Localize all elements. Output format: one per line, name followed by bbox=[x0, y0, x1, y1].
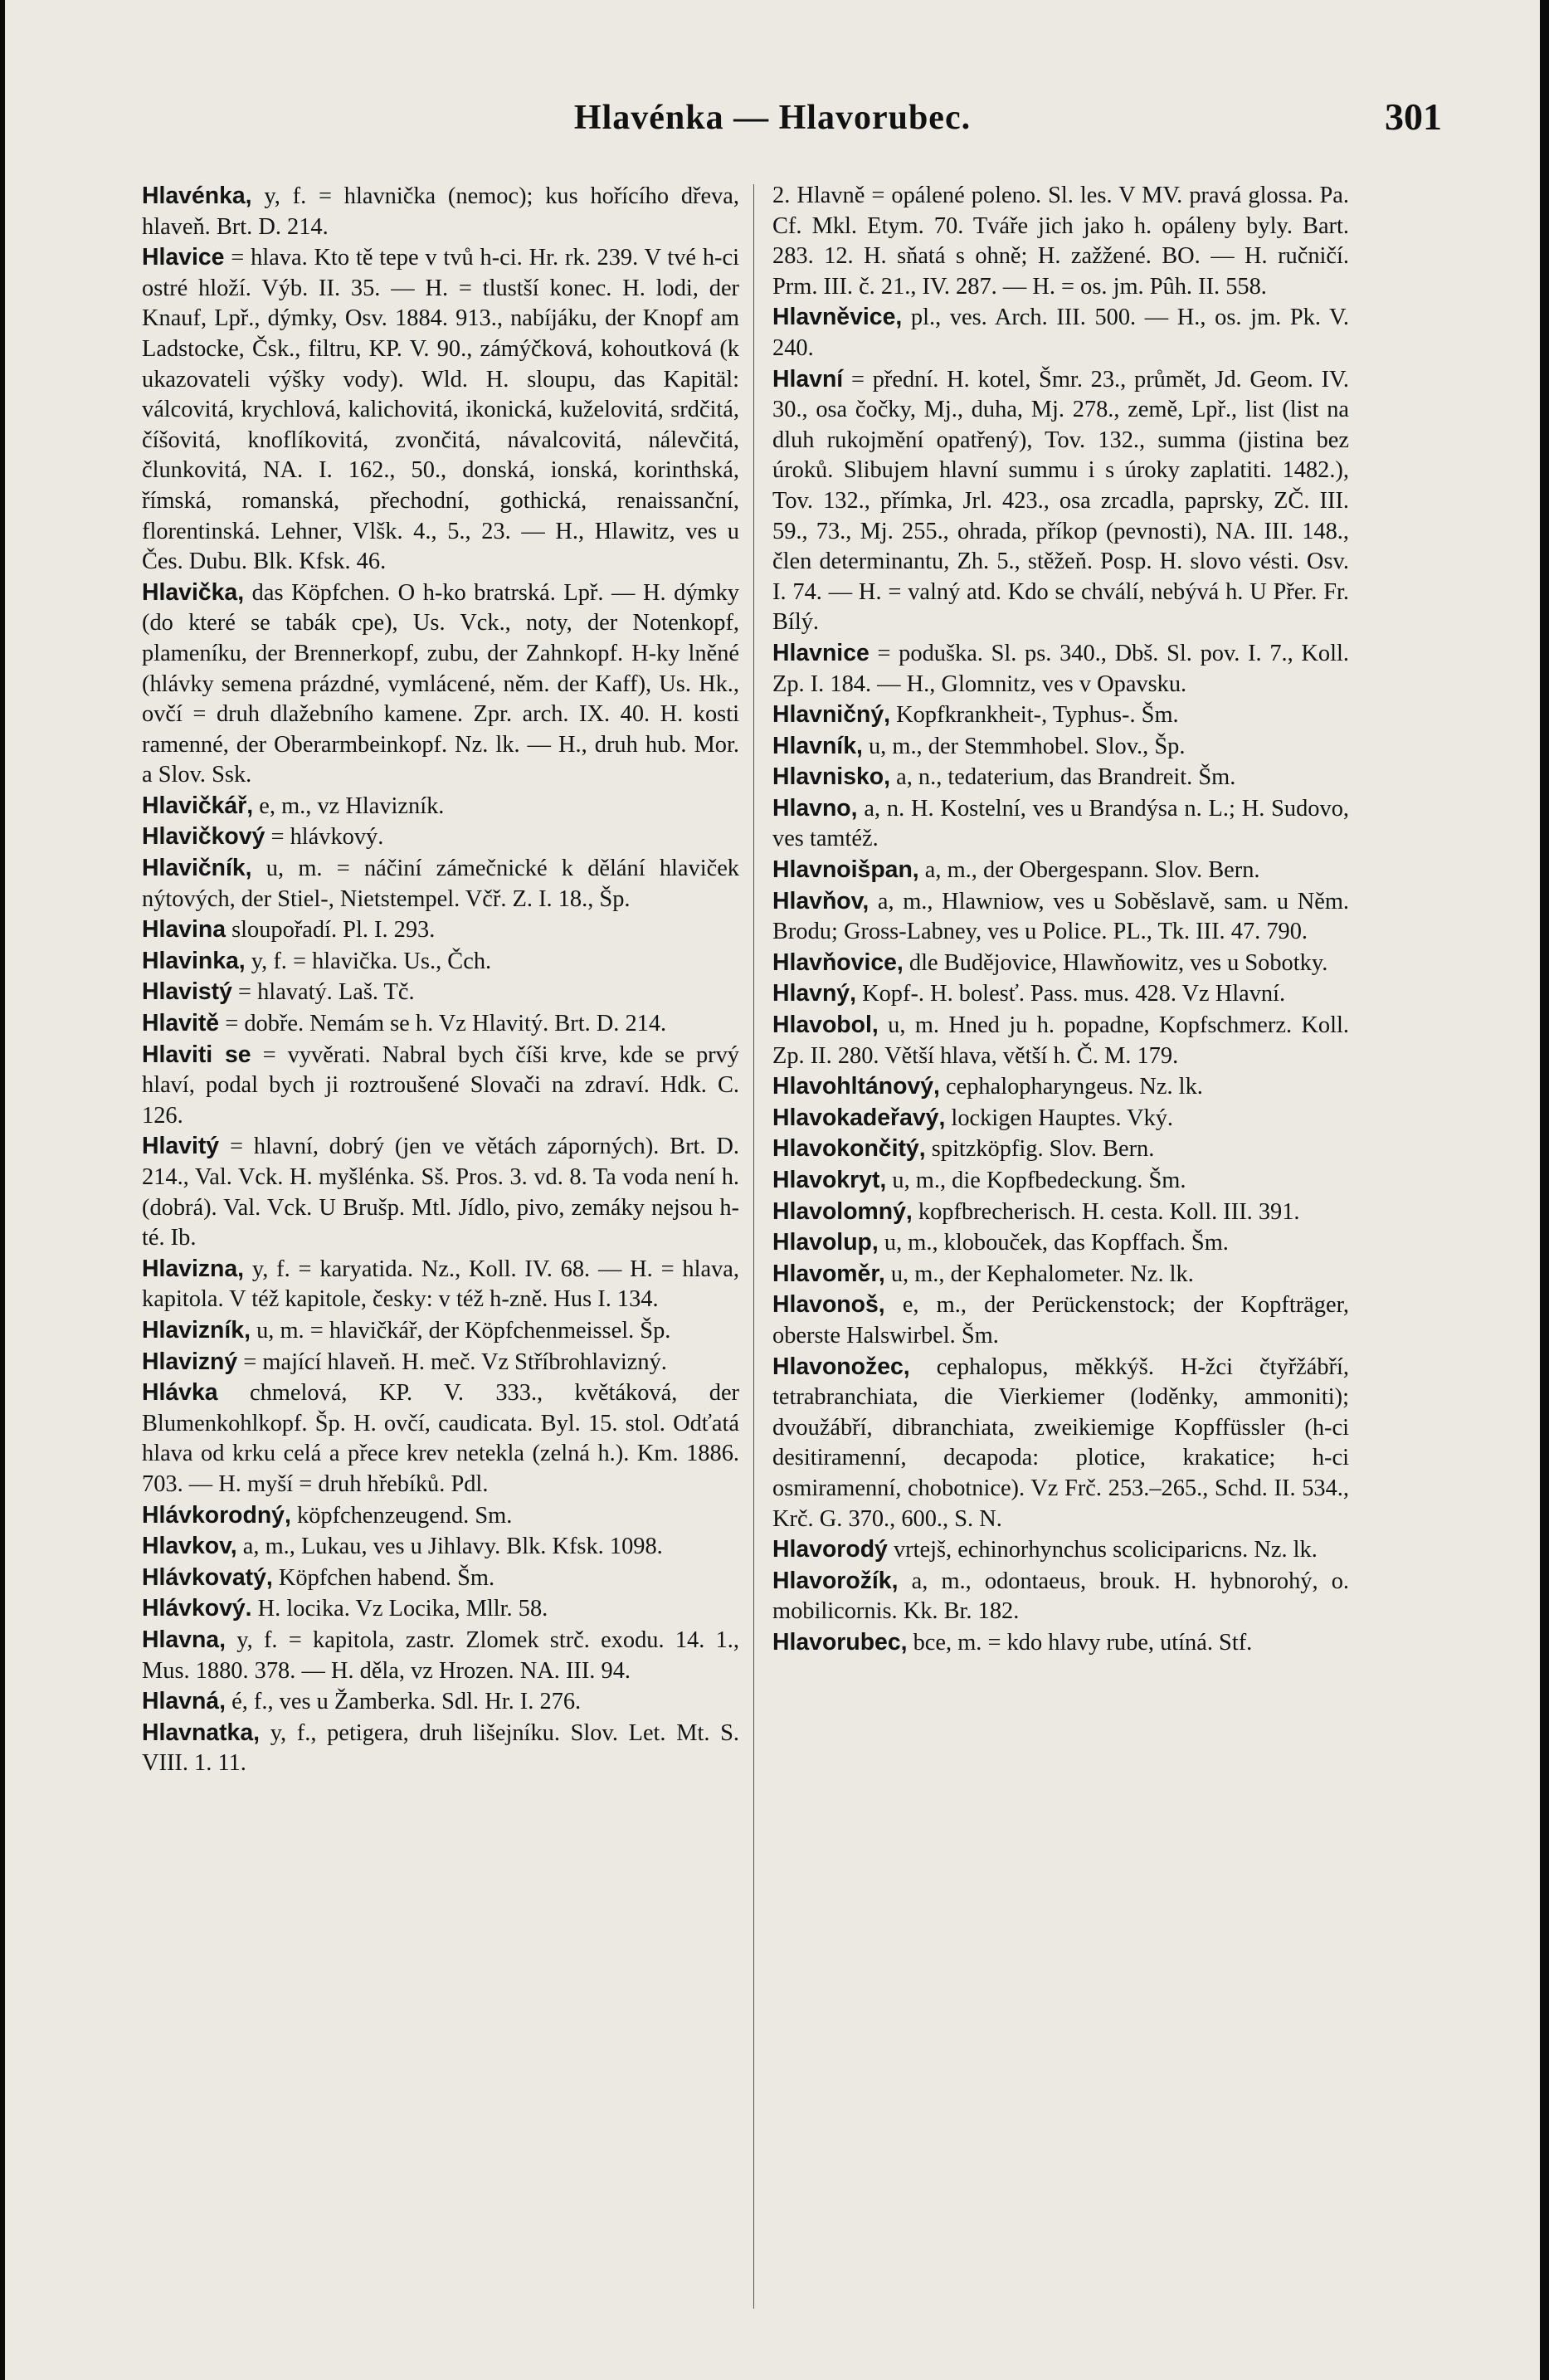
dictionary-entry bbox=[142, 853, 739, 914]
running-head: Hlavénka — Hlavorubec. bbox=[573, 99, 972, 137]
entry-definition: a, m., odontaeus, brouk. H. hybnorohý, o. mobilicornis. Kk. Br. 182. bbox=[772, 1568, 1349, 1625]
entry-definition: e, m., der Perückenstock; der Kopfträger, oberste Halswirbel. Šm. bbox=[772, 1292, 1349, 1349]
dictionary-entry bbox=[772, 181, 1349, 302]
headword: Hlavizný bbox=[142, 1348, 238, 1375]
entry-definition: u, m., der Kephalometer. Nz. lk. bbox=[884, 1261, 1194, 1287]
entry-definition: u, m. = náčiní zámečnické k dělání hlaviček nýtových, der Stiel-, Nietstempel. Včř. Z. I. 18., Šp. bbox=[142, 856, 739, 912]
dictionary-entry bbox=[142, 1718, 739, 1779]
entry-definition: sloupořadí. Pl. I. 293. bbox=[226, 917, 436, 944]
headword: Hlavistý bbox=[142, 978, 232, 1006]
headword: Hlávka bbox=[142, 1379, 218, 1407]
dictionary-entry bbox=[142, 1500, 739, 1532]
dictionary-entry bbox=[142, 181, 739, 242]
dictionary-entry bbox=[142, 578, 739, 791]
entry-definition: y, f., petigera, druh lišejníku. Slov. Let. Mt. S. VIII. 1. 11. bbox=[142, 1719, 739, 1777]
dictionary-entry bbox=[772, 364, 1349, 638]
entry-definition: das Köpfchen. O h-ko bratrská. Lpř. — H. dýmky (do které se tabák cpe), Us. Vck., noty, der Notenkopf, plameníku, der Brennerkopf, zubu, der Zahnkopf. H-ky lněné (hlávky semena prázdné, vymlácené, něm. der Kaff), Us. Hk., ovčí = druh dlažebního kamene. Zpr. arch. IX. 40. H. kosti ramenné, der Oberarmbeinkopf. Nz. lk. — H., druh hub. Mor. a Slov. Ssk. bbox=[142, 579, 739, 788]
dictionary-entry bbox=[142, 1008, 739, 1040]
entry-definition: cephalopus, měkkýš. H-žci čtyřžábří, tetrabranchiata, die Vierkiemer (loděnky, ammoniti); dvoužábří, dibranchiata, zweikiemige Kopffüssler (h-ci desitiramenní, decapoda: plotice, krakatice; h-ci osmiramenní, chobotnice). Vz Frč. 253.–265., Schd. II. 534., Krč. G. 370., 600., S. N. bbox=[772, 1353, 1349, 1532]
dictionary-entry bbox=[772, 302, 1349, 363]
entry-definition: cephalopharyngeus. Nz. lk. bbox=[939, 1074, 1203, 1100]
entry-definition: pl., ves. Arch. III. 500. — H., os. jm. Pk. V. 240. bbox=[772, 305, 1349, 361]
entry-definition: lockigen Hauptes. Vký. bbox=[945, 1105, 1173, 1131]
entry-definition: Kopf-. H. bolesť. Pass. mus. 428. Vz Hlavní. bbox=[856, 981, 1286, 1007]
headword: Hlavňov, bbox=[772, 887, 869, 914]
dictionary-entry bbox=[772, 1259, 1349, 1290]
dictionary-entry bbox=[142, 1563, 739, 1594]
dictionary-entry bbox=[142, 791, 739, 822]
entry-definition: u, m., die Kopfbedeckung. Šm. bbox=[886, 1168, 1186, 1193]
entry-definition: dle Budějovice, Hlawňowitz, ves u Sobotky. bbox=[903, 949, 1328, 976]
entry-definition: y, f. = kapitola, zastr. Zlomek strč. exodu. 14. 1., Mus. 1880. 378. — H. děla, vz Hrozen. NA. III. 94. bbox=[142, 1626, 739, 1684]
headword: Hlavičkář, bbox=[142, 792, 254, 819]
dictionary-entry bbox=[142, 242, 739, 578]
headword: Hlavkov, bbox=[142, 1533, 237, 1560]
headword: Hlavní bbox=[772, 365, 844, 393]
dictionary-entry bbox=[772, 1227, 1349, 1259]
headword: Hlaviti se bbox=[142, 1041, 251, 1068]
dictionary-entry bbox=[772, 638, 1349, 700]
entry-definition: = mající hlaveň. H. meč. Vz Stříbrohlavizný. bbox=[237, 1349, 667, 1375]
dictionary-entry bbox=[142, 946, 739, 978]
dictionary-entry bbox=[772, 1352, 1349, 1535]
dictionary-entry bbox=[772, 1197, 1349, 1228]
dictionary-entry bbox=[772, 1534, 1349, 1566]
entry-definition: Kopfkrankheit-, Typhus-. Šm. bbox=[890, 702, 1179, 729]
headword: Hlavňovice, bbox=[772, 949, 904, 976]
entry-definition: kopfbrecherisch. H. cesta. Koll. III. 391. bbox=[912, 1198, 1300, 1225]
headword: Hlavizník, bbox=[142, 1316, 251, 1344]
entry-definition: u, m., klobouček, das Kopffach. Šm. bbox=[878, 1230, 1229, 1256]
dictionary-entry bbox=[772, 855, 1349, 886]
headword: Hlávkovatý, bbox=[142, 1563, 273, 1591]
headword: Hlavokončitý, bbox=[772, 1135, 926, 1163]
headword: Hlavokryt, bbox=[772, 1167, 887, 1193]
entry-definition: = poduška. Sl. ps. 340., Dbš. Sl. pov. I. 7., Koll. Zp. I. 184. — H., Glomnitz, ves v Opavsku. bbox=[772, 640, 1349, 697]
headword: Hlávkorodný, bbox=[142, 1501, 291, 1529]
dictionary-entry bbox=[772, 700, 1349, 731]
headword: Hlavna, bbox=[142, 1626, 226, 1653]
headword: Hlavná, bbox=[142, 1688, 226, 1715]
column-divider bbox=[753, 184, 754, 2309]
entry-definition: = hlavní, dobrý (jen ve větách záporných). Brt. D. 214., Val. Vck. H. myšlénka. Sš. Pros. 3. vd. 8. Ta voda není h. (dobrá). Val. Vck. U Brušp. Mtl. Jídlo, pivo, zemáky nejsou h-té. Ib. bbox=[142, 1134, 739, 1251]
headword: Hlavněvice, bbox=[772, 304, 903, 331]
headword: Hlavičkový bbox=[142, 823, 265, 851]
headword: Hlavorodý bbox=[772, 1536, 888, 1563]
headword: Hlavnoišpan, bbox=[772, 856, 919, 884]
headword: Hlavnisko, bbox=[772, 763, 891, 791]
headword: Hlavizna, bbox=[142, 1255, 245, 1282]
entry-definition: a, m., Hlawniow, ves u Soběslavě, sam. u Něm. Brodu; Gross-Labney, ves u Police. PL., Tk. III. 47. 790. bbox=[772, 888, 1349, 945]
entry-definition: é, f., ves u Žamberka. Sdl. Hr. I. 276. bbox=[226, 1689, 582, 1715]
entry-definition: e, m., vz Hlavizník. bbox=[253, 793, 445, 819]
dictionary-entry bbox=[772, 762, 1349, 793]
dictionary-entry bbox=[772, 793, 1349, 855]
dictionary-entry bbox=[772, 731, 1349, 763]
dictionary-entry bbox=[142, 822, 739, 853]
dictionary-entry bbox=[772, 1566, 1349, 1627]
entry-definition: = přední. H. kotel, Šmr. 23., průmět, Jd. Geom. IV. 30., osa čočky, Mj., duha, Mj. 278., země, Lpř., list (list na dluh rukojmění opatřený), Tov. 132., summa (jistina bez úroků. Slibujem hlavní summu i s úroky zaplatiti. 1482.), Tov. 132., přímka, Jrl. 423., osa zrcadla, paprsky, ZČ. III. 59., 73., Mj. 255., ohrada, příkop (pevnosti), NA. III. 148., člen determinantu, Zh. 5., stěžeň. Posp. H. slovo vésti. Osv. I. 74. — H. = valný atd. Kdo se chválí, nebývá h. U Přer. Fr. Bílý. bbox=[772, 366, 1349, 636]
headword: Hlavina bbox=[142, 916, 226, 944]
headword: Hlávkový. bbox=[142, 1595, 252, 1622]
dictionary-entry bbox=[772, 1071, 1349, 1103]
dictionary-entry bbox=[142, 1686, 739, 1718]
right-column bbox=[772, 181, 1349, 2347]
entry-definition: spitzköpfig. Slov. Bern. bbox=[925, 1136, 1155, 1163]
page-number: 301 bbox=[1385, 95, 1442, 138]
headword: Hlavolomný, bbox=[772, 1197, 913, 1225]
entry-definition: a, m., Lukau, ves u Jihlavy. Blk. Kfsk. 1098. bbox=[236, 1534, 663, 1560]
headword: Hlavička, bbox=[142, 578, 245, 606]
headword: Hlavolup, bbox=[772, 1229, 879, 1256]
headword: Hlavinka, bbox=[142, 947, 246, 974]
dictionary-entry bbox=[142, 1531, 739, 1563]
headword: Hlavný, bbox=[772, 980, 856, 1007]
dictionary-entry bbox=[772, 1290, 1349, 1351]
headword: Hlavitě bbox=[142, 1010, 220, 1037]
entry-definition: Köpfchen habend. Šm. bbox=[272, 1564, 495, 1591]
headword: Hlavnatka, bbox=[142, 1719, 261, 1746]
left-column bbox=[142, 181, 739, 2347]
headword: Hlavitý bbox=[142, 1133, 220, 1160]
headword: Hlavičník, bbox=[142, 855, 252, 882]
dictionary-entry bbox=[772, 948, 1349, 979]
entry-definition: u, m. = hlavičkář, der Köpfchenmeissel. Šp. bbox=[250, 1317, 671, 1344]
entry-definition: = hlava. Kto tě tepe v tvů h-ci. Hr. rk. 239. V tvé h-ci ostré hloží. Výb. II. 35. — H. = tlustší konec. H. lodi, der Knauf, Lpř., dýmky, Osv. 1884. 913., nabíjáku, der Knopf am Ladstocke, Čsk., filtru, KP. V. 90., zámýčková, kohoutková (k ukazovateli výšky vody). Wld. H. sloupu, das Kapitäl: válcovitá, krychlová, kalichovitá, ikonická, kuželovitá, srdčitá, číšovitá, knoflíkovitá, zvončitá, návalcovitá, nálevčitá, člunkovitá, NA. I. 162., 50., donská, ionská, korinthská, římská, romanská, přechodní, gothická, renaissanční, florentinská. Lehner, Vlšk. 4., 5., 23. — H., Hlawitz, ves u Čes. Dubu. Blk. Kfsk. 46. bbox=[142, 245, 739, 575]
entry-definition: y, f. = karyatida. Nz., Koll. IV. 68. — H. = hlava, kapitola. V též kapitole, česky: v též h-zně. Hus I. 134. bbox=[142, 1256, 739, 1313]
headword: Hlavník, bbox=[772, 732, 863, 759]
entry-definition: a, n., tedaterium, das Brandreit. Šm. bbox=[890, 764, 1236, 791]
entry-definition: = hlávkový. bbox=[265, 824, 384, 851]
dictionary-entry bbox=[142, 1254, 739, 1315]
dictionary-entry bbox=[142, 1131, 739, 1253]
dictionary-entry bbox=[142, 1040, 739, 1132]
page-header bbox=[5, 83, 1540, 149]
dictionary-entry bbox=[772, 1627, 1349, 1659]
dictionary-entry bbox=[142, 914, 739, 946]
headword: Hlavohltánový, bbox=[772, 1073, 940, 1100]
entry-definition: = dobře. Nemám se h. Vz Hlavitý. Brt. D. 214. bbox=[219, 1011, 667, 1037]
dictionary-entry bbox=[142, 1315, 739, 1347]
entry-definition: = hlavatý. Laš. Tč. bbox=[231, 979, 415, 1006]
entry-definition: = vyvěrati. Nabral bych číši krve, kde se prvý hlaví, podal bych ji roztroušené Slovači na zdraví. Hdk. C. 126. bbox=[142, 1041, 739, 1129]
entry-definition: bce, m. = kdo hlavy rube, utíná. Stf. bbox=[907, 1629, 1253, 1656]
entry-definition: H. locika. Vz Locika, Mllr. 58. bbox=[251, 1596, 548, 1622]
entry-definition: chmelová, KP. V. 333., květáková, der Blumenkohlkopf. Šp. H. ovčí, caudicata. Byl. 15. stol. Odťatá hlava od krku celá a přece krev netekla (zelná h.). Km. 1886. 703. — H. myší = druh hřebíků. Pdl. bbox=[142, 1380, 739, 1497]
headword: Hlavorubec, bbox=[772, 1628, 908, 1656]
headword: Hlavokadeřavý, bbox=[772, 1104, 946, 1131]
headword: Hlavénka, bbox=[142, 183, 252, 209]
headword: Hlavobol, bbox=[772, 1012, 879, 1039]
dictionary-entry bbox=[772, 1103, 1349, 1134]
dictionary-entry bbox=[142, 1625, 739, 1686]
headword: Hlavorožík, bbox=[772, 1567, 899, 1594]
dictionary-entry bbox=[142, 977, 739, 1008]
entry-definition: u, m. Hned ju h. popadne, Kopfschmerz. Koll. Zp. II. 280. Větší hlava, větší h. Č. M. 179. bbox=[772, 1012, 1349, 1069]
dictionary-entry bbox=[772, 978, 1349, 1010]
dictionary-entry bbox=[772, 1134, 1349, 1165]
dictionary-entry bbox=[142, 1378, 739, 1500]
entry-definition: y, f. = hlavička. Us., Čch. bbox=[245, 948, 492, 974]
entry-definition: 2. Hlavně = opálené poleno. Sl. les. V MV. pravá glossa. Pa. Cf. Mkl. Etym. 70. Tváře jich jako h. opáleny byly. Bart. 283. 12. H. sňatá s ohně; H. zažžené. BO. — H. ručničí. Prm. III. č. 21., IV. 287. — H. = os. jm. Pûh. II. 558. bbox=[772, 183, 1349, 300]
entry-definition: köpfchenzeugend. Sm. bbox=[290, 1502, 513, 1529]
dictionary-entry bbox=[772, 1010, 1349, 1071]
dictionary-entry bbox=[772, 1165, 1349, 1197]
dictionary-entry bbox=[142, 1593, 739, 1625]
entry-definition: vrtejš, echinorhynchus scoliciparicns. Nz. lk. bbox=[887, 1537, 1318, 1563]
headword: Hlavno, bbox=[772, 794, 858, 822]
headword: Hlavoměr, bbox=[772, 1260, 885, 1287]
dictionary-entry bbox=[772, 886, 1349, 948]
headword: Hlavonožec, bbox=[772, 1353, 910, 1380]
entry-definition: u, m., der Stemmhobel. Slov., Šp. bbox=[862, 733, 1186, 759]
headword: Hlavonoš, bbox=[772, 1291, 885, 1319]
dictionary-entry bbox=[142, 1347, 739, 1378]
dictionary-page bbox=[5, 0, 1540, 2380]
entry-definition: y, f. = hlavnička (nemoc); kus hořícího dřeva, hlaveň. Brt. D. 214. bbox=[142, 183, 739, 240]
headword: Hlavice bbox=[142, 244, 225, 271]
headword: Hlavnice bbox=[772, 639, 869, 666]
headword: Hlavničný, bbox=[772, 701, 891, 729]
entry-definition: a, m., der Obergespann. Slov. Bern. bbox=[918, 857, 1260, 884]
entry-definition: a, n. H. Kostelní, ves u Brandýsa n. L.; H. Sudovo, ves tamtéž. bbox=[772, 795, 1349, 852]
